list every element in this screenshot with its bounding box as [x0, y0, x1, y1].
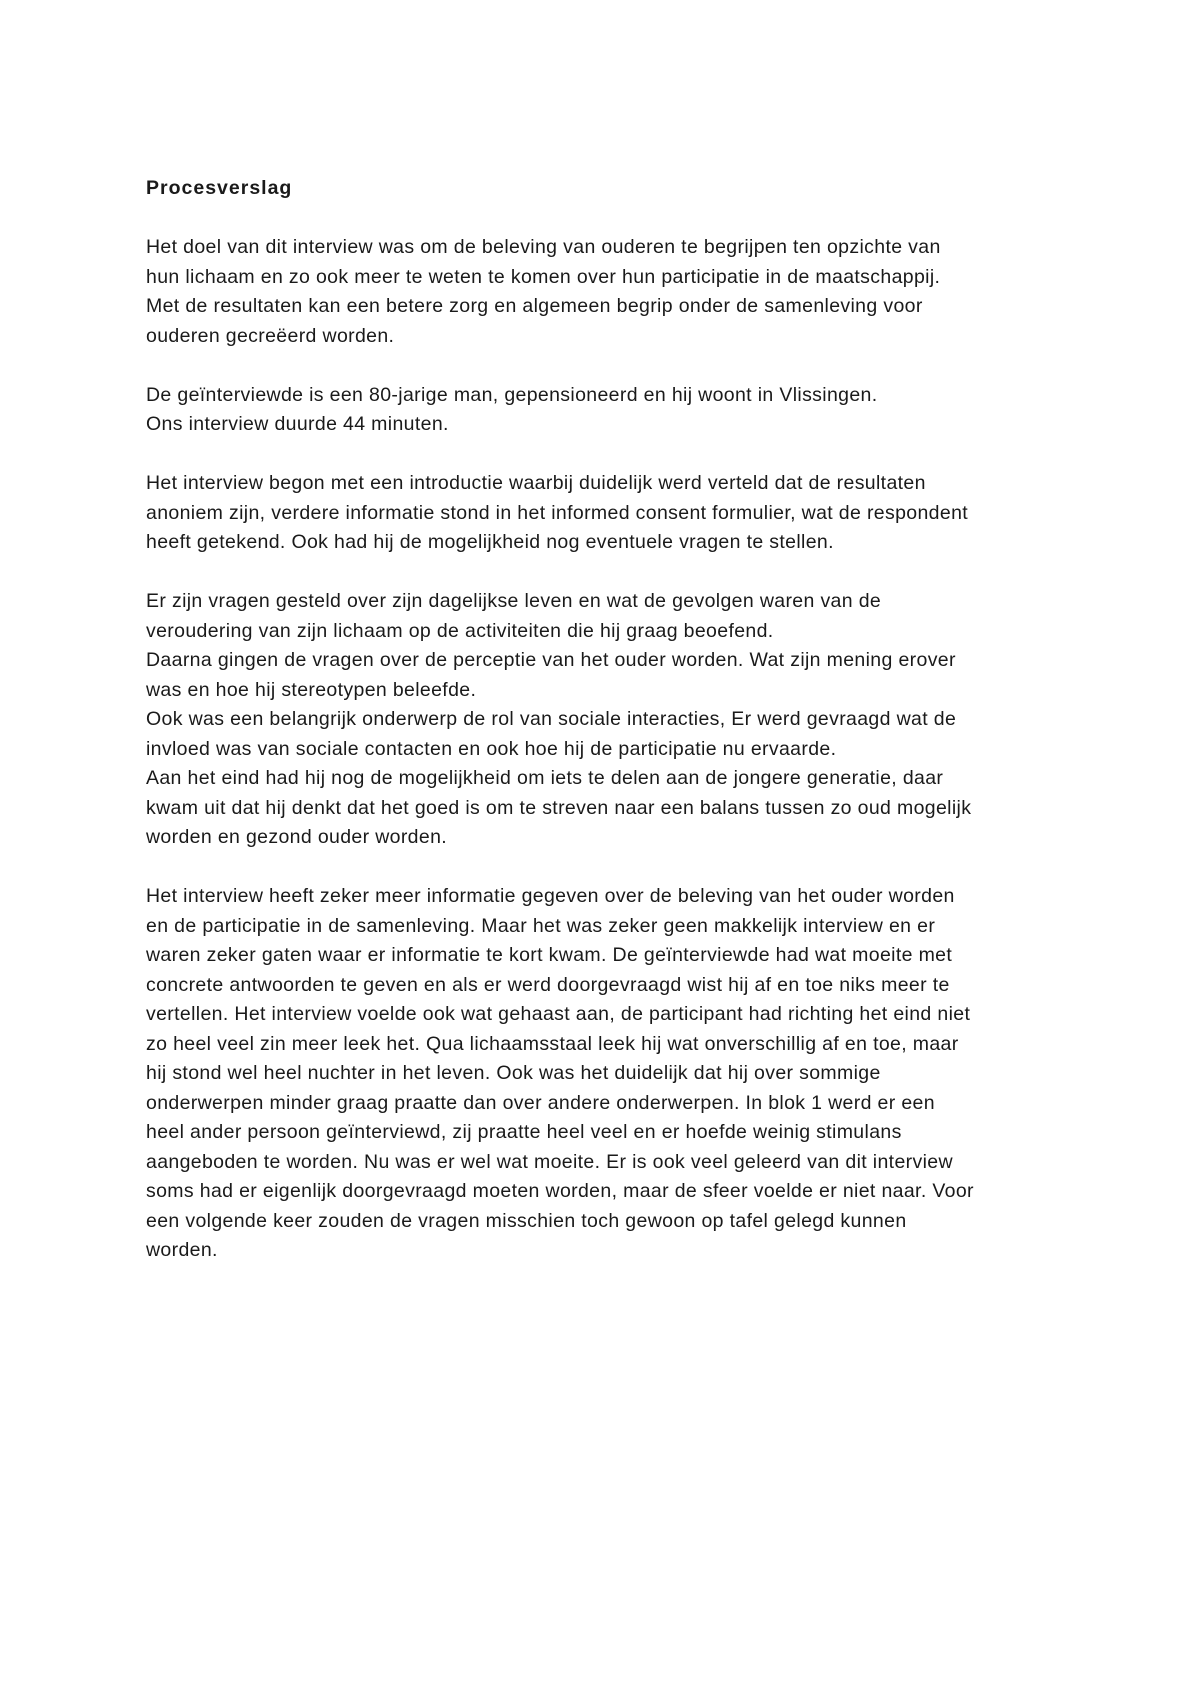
paragraph-line: een volgende keer zouden de vragen misschien toch gewoon op tafel gelegd kunnen: [146, 1209, 907, 1232]
paragraph-line: aangeboden te worden. Nu was er wel wat moeite. Er is ook veel geleerd van dit interview: [146, 1150, 953, 1173]
paragraph-line: Met de resultaten kan een betere zorg en algemeen begrip onder de samenleving voor: [146, 295, 923, 317]
paragraph-line: worden en gezond ouder worden.: [146, 826, 448, 848]
paragraph-line: Daarna gingen de vragen over de perceptie van het ouder worden. Wat zijn mening erover: [146, 649, 956, 671]
paragraph-line: invloed was van sociale contacten en ook hoe hij de participatie nu ervaarde.: [146, 737, 837, 760]
paragraph-line: Ook was een belangrijk onderwerp de rol van sociale interacties, Er werd gevraagd wat de: [146, 708, 957, 730]
paragraph-line: Aan het eind had hij nog de mogelijkheid om iets te delen aan de jongere generatie, daar: [146, 767, 944, 789]
paragraph-line: ouderen gecreëerd worden.: [146, 324, 395, 347]
paragraph-line: heel ander persoon geïnterviewd, zij praatte heel veel en er hoefde weinig stimulans: [146, 1121, 902, 1143]
paragraph-reflection: [146, 882, 1076, 1266]
paragraph-line: De geïnterviewde is een 80-jarige man, gepensioneerd en hij woont in Vlissingen.: [146, 383, 878, 406]
paragraph-line: kwam uit dat hij denkt dat het goed is om te streven naar een balans tussen zo oud mogelijk: [146, 796, 972, 819]
document-body: [146, 174, 1076, 1295]
paragraph-line: veroudering van zijn lichaam op de activiteiten die hij graag beoefend.: [146, 619, 774, 642]
paragraph-purpose: [146, 233, 1076, 351]
paragraph-line: heeft getekend. Ook had hij de mogelijkheid nog eventuele vragen te stellen.: [146, 531, 834, 553]
paragraph-line: anoniem zijn, verdere informatie stond in het informed consent formulier, wat de respondent: [146, 501, 969, 524]
paragraph-line: was en hoe hij stereotypen beleefde.: [146, 678, 477, 701]
paragraph-line: concrete antwoorden te geven en als er werd doorgevraagd wist hij af en toe niks meer te: [146, 973, 950, 996]
paragraph-line: soms had er eigenlijk doorgevraagd moeten worden, maar de sfeer voelde er niet naar. Voor: [146, 1180, 974, 1202]
paragraph-line: worden.: [146, 1239, 218, 1261]
paragraph-line: waren zeker gaten waar er informatie te kort kwam. De geïnterviewde had wat moeite met: [146, 944, 953, 966]
paragraph-introduction: [146, 469, 1076, 558]
paragraph-line: Het interview begon met een introductie waarbij duidelijk werd verteld dat de resultaten: [146, 472, 926, 494]
paragraph-line: Het interview heeft zeker meer informatie gegeven over de beleving van het ouder worden: [146, 885, 955, 907]
paragraph-line: zo heel veel zin meer leek het. Qua lichaamsstaal leek hij wat onverschillig af en toe, maar: [146, 1032, 959, 1055]
document-title: Procesverslag: [146, 177, 293, 199]
paragraph-line: hij stond wel heel nuchter in het leven. Ook was het duidelijk dat hij over sommige: [146, 1062, 881, 1084]
paragraph-line: Er zijn vragen gesteld over zijn dagelijkse leven en wat de gevolgen waren van de: [146, 590, 882, 612]
paragraph-line: vertellen. Het interview voelde ook wat gehaast aan, de participant had richting het eind niet: [146, 1003, 971, 1025]
paragraph-line: hun lichaam en zo ook meer te weten te komen over hun participatie in de maatschappij.: [146, 265, 941, 288]
paragraph-line: onderwerpen minder graag praatte dan over andere onderwerpen. In blok 1 werd er een: [146, 1091, 935, 1114]
paragraph-line: Ons interview duurde 44 minuten.: [146, 413, 449, 435]
paragraph-questions: [146, 587, 1076, 853]
paragraph-line: en de participatie in de samenleving. Maar het was zeker geen makkelijk interview en er: [146, 914, 936, 937]
paragraph-interviewee: [146, 381, 1076, 440]
paragraph-line: Het doel van dit interview was om de beleving van ouderen te begrijpen ten opzichte van: [146, 236, 941, 258]
